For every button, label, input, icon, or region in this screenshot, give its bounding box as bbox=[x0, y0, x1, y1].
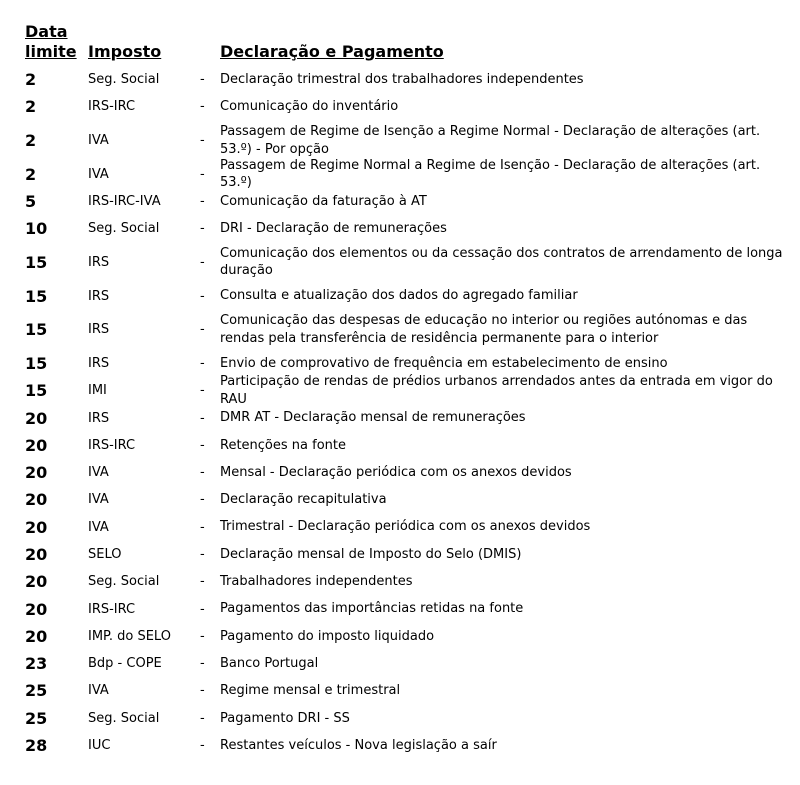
table-row bbox=[25, 432, 785, 459]
tax-type: IVA bbox=[88, 133, 109, 149]
dash-separator: - bbox=[200, 410, 205, 426]
deadline-day: 2 bbox=[25, 70, 37, 90]
table-row bbox=[25, 157, 785, 191]
tax-type: IMI bbox=[88, 383, 107, 399]
tax-type: IVA bbox=[88, 465, 109, 481]
dash-separator: - bbox=[200, 465, 205, 481]
tax-type: IVA bbox=[88, 519, 109, 535]
dash-separator: - bbox=[200, 601, 205, 617]
deadline-day: 15 bbox=[25, 252, 48, 272]
dash-separator: - bbox=[200, 322, 205, 338]
deadline-day: 20 bbox=[25, 463, 48, 483]
dash-separator: - bbox=[200, 628, 205, 644]
obligation-description: Trabalhadores independentes bbox=[220, 574, 413, 590]
tax-calendar-table bbox=[25, 18, 785, 759]
dash-separator: - bbox=[200, 738, 205, 754]
header-tax: Imposto bbox=[88, 42, 162, 61]
obligation-description: Declaração trimestral dos trabalhadores independentes bbox=[220, 71, 584, 87]
deadline-day: 15 bbox=[25, 381, 48, 401]
header-description: Declaração e Pagamento bbox=[220, 42, 444, 61]
table-row bbox=[25, 650, 785, 677]
table-row bbox=[25, 66, 785, 93]
dash-separator: - bbox=[200, 194, 205, 210]
table-row bbox=[25, 705, 785, 732]
tax-type: IVA bbox=[88, 166, 109, 182]
deadline-day: 20 bbox=[25, 545, 48, 564]
obligation-description: Comunicação das despesas de educação no interior ou regiões autónomas e das rendas pela transferência de residência permanente para o interior bbox=[220, 313, 748, 346]
obligation-description: Banco Portugal bbox=[220, 655, 319, 671]
tax-type: Seg. Social bbox=[88, 72, 160, 88]
dash-separator: - bbox=[200, 254, 205, 270]
table-row bbox=[25, 459, 785, 486]
tax-type: IMP. do SELO bbox=[88, 628, 171, 644]
tax-type: IRS bbox=[88, 410, 110, 426]
deadline-day: 20 bbox=[25, 572, 48, 592]
table-row bbox=[25, 188, 785, 215]
deadline-day: 5 bbox=[25, 192, 37, 212]
deadline-day: 23 bbox=[25, 654, 48, 674]
dash-separator: - bbox=[200, 99, 205, 115]
deadline-day: 25 bbox=[25, 708, 48, 728]
tax-type: Bdp - COPE bbox=[88, 656, 162, 672]
tax-type: IRS bbox=[88, 322, 110, 338]
dash-separator: - bbox=[200, 519, 205, 535]
table-row bbox=[25, 623, 785, 650]
dash-separator: - bbox=[200, 72, 205, 88]
tax-type: IVA bbox=[88, 683, 109, 699]
table-row bbox=[25, 215, 785, 242]
table-row bbox=[25, 595, 785, 622]
deadline-day: 25 bbox=[25, 681, 48, 701]
table-row bbox=[25, 242, 785, 282]
deadline-day: 20 bbox=[25, 490, 48, 510]
deadline-day: 15 bbox=[25, 320, 48, 340]
obligation-description: Comunicação dos elementos ou da cessação dos contratos de arrendamento de longa duração bbox=[220, 245, 783, 279]
tax-type: IRS bbox=[88, 355, 110, 371]
deadline-day: 15 bbox=[25, 286, 48, 306]
table-row bbox=[25, 568, 785, 595]
tax-type: IRS-IRC-IVA bbox=[88, 194, 161, 210]
table-row bbox=[25, 486, 785, 513]
table-row bbox=[25, 514, 785, 541]
obligation-description: Declaração recapitulativa bbox=[220, 492, 387, 508]
obligation-description: Pagamento do imposto liquidado bbox=[220, 628, 435, 644]
deadline-day: 20 bbox=[25, 599, 48, 619]
dash-separator: - bbox=[200, 683, 205, 699]
obligation-description: Consulta e atualização dos dados do agregado familiar bbox=[220, 288, 578, 304]
tax-type: Seg. Social bbox=[88, 710, 160, 726]
tax-type: IRS-IRC bbox=[88, 601, 136, 617]
obligation-description: Pagamentos das importâncias retidas na fonte bbox=[220, 601, 524, 617]
tax-type: IRS bbox=[88, 288, 110, 304]
tax-type: IVA bbox=[88, 492, 109, 508]
dash-separator: - bbox=[200, 383, 205, 399]
deadline-day: 28 bbox=[25, 736, 48, 756]
tax-type: IRS-IRC bbox=[88, 99, 136, 115]
tax-type: SELO bbox=[88, 547, 122, 562]
dash-separator: - bbox=[200, 221, 205, 237]
tax-type: Seg. Social bbox=[88, 221, 160, 237]
obligation-description: Regime mensal e trimestral bbox=[220, 683, 401, 699]
obligation-description: DRI - Declaração de remunerações bbox=[220, 221, 447, 237]
obligation-description: Envio de comprovativo de frequência em estabelecimento de ensino bbox=[220, 355, 668, 371]
dash-separator: - bbox=[200, 574, 205, 590]
table-row bbox=[25, 310, 785, 350]
dash-separator: - bbox=[200, 133, 205, 149]
deadline-day: 2 bbox=[25, 164, 37, 184]
header-deadline: Data limite bbox=[25, 22, 77, 61]
deadline-day: 20 bbox=[25, 626, 48, 646]
deadline-day: 10 bbox=[25, 219, 48, 239]
obligation-description: Comunicação do inventário bbox=[220, 99, 399, 115]
obligation-description: DMR AT - Declaração mensal de remunerações bbox=[220, 410, 526, 426]
deadline-day: 2 bbox=[25, 131, 37, 151]
dash-separator: - bbox=[200, 355, 205, 371]
dash-separator: - bbox=[200, 288, 205, 304]
obligation-description: Pagamento DRI - SS bbox=[220, 710, 350, 726]
deadline-day: 15 bbox=[25, 353, 48, 373]
tax-type: IUC bbox=[88, 738, 111, 754]
dash-separator: - bbox=[200, 492, 205, 508]
dash-separator: - bbox=[200, 547, 205, 562]
deadline-day: 20 bbox=[25, 517, 48, 537]
dash-separator: - bbox=[200, 437, 205, 453]
tax-type: IRS bbox=[88, 254, 110, 270]
obligation-description: Trimestral - Declaração periódica com os anexos devidos bbox=[220, 519, 591, 535]
obligation-description: Comunicação da faturação à AT bbox=[220, 193, 427, 209]
obligation-description: Passagem de Regime de Isenção a Regime Normal - Declaração de alterações (art. 53.º) - Por opção bbox=[220, 124, 761, 157]
table-header bbox=[25, 18, 785, 62]
obligation-description: Passagem de Regime Normal a Regime de Isenção - Declaração de alterações (art. 53.º) bbox=[220, 157, 761, 191]
table-row bbox=[25, 374, 785, 407]
table-row bbox=[25, 732, 785, 759]
obligation-description: Declaração mensal de Imposto do Selo (DMIS) bbox=[220, 546, 522, 562]
obligation-description: Restantes veículos - Nova legislação a saír bbox=[220, 737, 497, 753]
tax-type: IRS-IRC bbox=[88, 437, 136, 453]
deadline-day: 20 bbox=[25, 435, 48, 455]
table-row bbox=[25, 282, 785, 309]
tax-type: Seg. Social bbox=[88, 574, 160, 590]
deadline-day: 2 bbox=[25, 97, 37, 117]
dash-separator: - bbox=[200, 656, 205, 672]
table-row bbox=[25, 677, 785, 704]
obligation-description: Retenções na fonte bbox=[220, 437, 346, 453]
table-row bbox=[25, 121, 785, 161]
obligation-description: Participação de rendas de prédios urbanos arrendados antes da entrada em vigor do RAU bbox=[220, 374, 773, 407]
deadline-day: 20 bbox=[25, 408, 48, 428]
obligation-description: Mensal - Declaração periódica com os anexos devidos bbox=[220, 464, 572, 480]
table-row bbox=[25, 93, 785, 120]
table-row bbox=[25, 541, 785, 568]
dash-separator: - bbox=[200, 166, 205, 182]
table-row bbox=[25, 404, 785, 431]
dash-separator: - bbox=[200, 710, 205, 726]
